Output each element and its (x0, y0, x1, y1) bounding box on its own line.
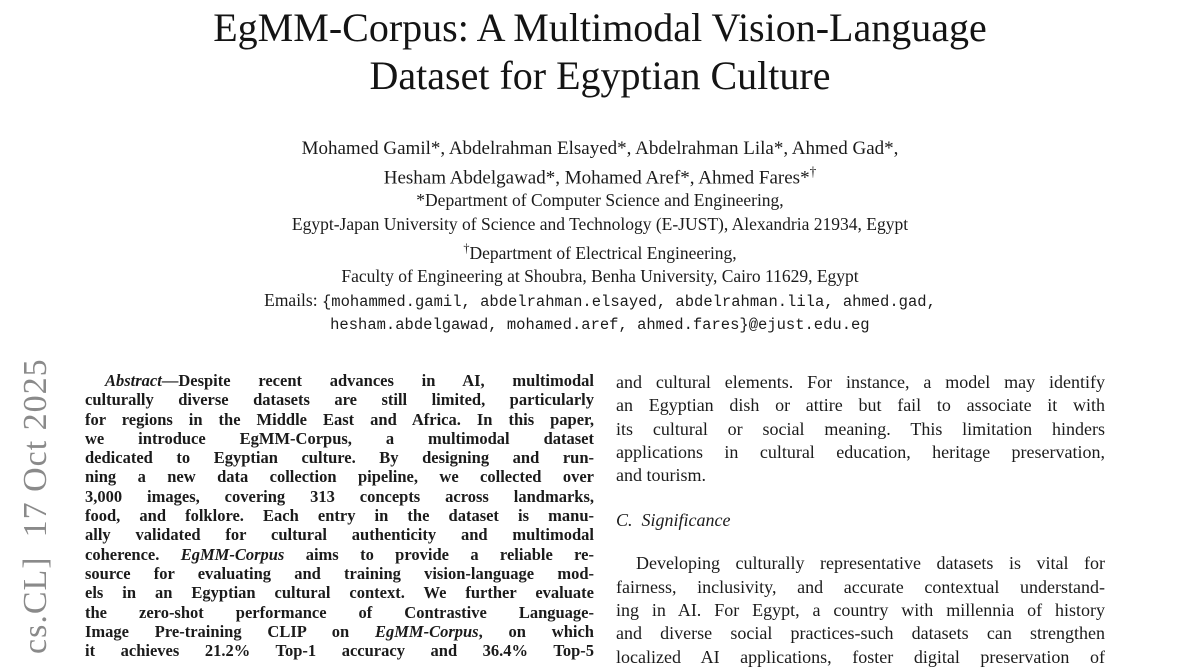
author-list (0, 138, 1200, 189)
text-segment: it achieves 21.2% Top-1 accuracy and 36.4% Top-5 (85, 641, 594, 661)
authors-line-1: Mohamed Gamil*, Abdelrahman Elsayed*, Abdelrahman Lila*, Ahmed Gad*, (301, 138, 899, 159)
emails-line-1 (264, 289, 936, 315)
affiliations (0, 189, 1200, 288)
text-segment: aims to provide a reliable re- (284, 544, 594, 564)
page-title: EgMM-Corpus: A Multimodal Vision-Language (213, 5, 987, 50)
emails-block (0, 289, 1200, 338)
text-segment: els in an Egyptian cultural context. We further evaluate (85, 583, 594, 603)
text-line (85, 487, 594, 506)
text-line (616, 599, 1105, 622)
text-line (616, 646, 1105, 669)
dagger-mark: † (463, 240, 470, 255)
text-line (616, 371, 1105, 394)
text-segment: —Despite recent advances in AI, multimodal (161, 371, 594, 390)
affiliation-line-3 (0, 237, 1200, 265)
body-paragraph-2 (616, 552, 1105, 668)
text-segment: we introduce EgMM-Corpus, a multimodal dataset (85, 428, 594, 448)
text-line (85, 371, 594, 390)
text-segment: applications in cultural education, heritage preservation, (616, 441, 1105, 462)
affiliation-line-4: Faculty of Engineering at Shoubra, Benha University, Cairo 11629, Egypt (341, 265, 859, 286)
text-segment: for regions in the Middle East and Africa. In this paper, (85, 409, 594, 429)
text-segment: Abstract (105, 371, 162, 390)
text-segment: coherence. (85, 544, 181, 564)
text-segment: and cultural elements. For instance, a model may identify (616, 372, 1105, 392)
body-paragraph-1 (616, 371, 1105, 487)
text-line (85, 622, 594, 641)
text-line (616, 418, 1105, 441)
text-segment: an Egyptian dish or attire but fail to associate it with (616, 395, 1105, 416)
text-segment: ing in AI. For Egypt, a country with millennia of history (616, 600, 1105, 621)
text-line (85, 410, 594, 429)
text-line (616, 576, 1105, 599)
text-line (85, 525, 594, 544)
affiliation-line-3-text: Department of Electrical Engineering, (469, 242, 737, 263)
text-segment: the zero-shot performance of Contrastive Language- (85, 602, 594, 622)
text-segment: source for evaluating and training vision-language mod- (85, 563, 594, 583)
section-heading-significance: C. Significance (616, 510, 731, 531)
text-line (85, 390, 594, 409)
text-line (85, 583, 594, 602)
text-segment: 3,000 images, covering 313 concepts across landmarks, (85, 486, 594, 506)
abstract-column (85, 371, 594, 660)
text-line (616, 622, 1105, 645)
paper-header (0, 4, 1200, 338)
emails-addresses-1: {mohammed.gamil, abdelrahman.elsayed, abdelrahman.lila, ahmed.gad, (321, 292, 936, 311)
arxiv-banner: cs.CL] 17 Oct 2025 (17, 358, 54, 654)
text-line (85, 429, 594, 448)
text-segment: its cultural or social meaning. This limitation hinders (616, 418, 1105, 439)
text-segment: ally validated for cultural authenticity and multimodal (85, 525, 594, 545)
text-segment: Image Pre-training CLIP on (85, 621, 375, 641)
text-segment: , on which (478, 621, 594, 641)
text-segment: localized AI applications, foster digital preservation of (616, 646, 1105, 667)
dagger-mark: † (809, 163, 817, 179)
text-segment: EgMM-Corpus (374, 621, 479, 641)
text-line (85, 467, 594, 486)
text-segment: fairness, inclusivity, and accurate contextual understand- (616, 576, 1105, 597)
text-segment: dedicated to Egyptian culture. By designing and run- (85, 448, 594, 468)
emails-inner (264, 289, 936, 338)
text-segment: and tourism. (616, 465, 706, 486)
emails-line-2: hesham.abdelgawad, mohamed.aref, ahmed.fares}@ejust.edu.eg (330, 316, 870, 335)
text-segment: food, and folklore. Each entry in the dataset is manu- (85, 506, 594, 526)
authors-line-2-names: Hesham Abdelgawad*, Mohamed Aref*, Ahmed Fares* (383, 166, 810, 188)
text-line (85, 641, 594, 660)
emails-label: Emails: (264, 289, 322, 310)
text-segment: EgMM-Corpus (180, 544, 285, 564)
text-line (616, 552, 1105, 575)
text-line (616, 464, 1105, 487)
affiliation-line-1: *Department of Computer Science and Engineering, (416, 190, 784, 211)
text-segment: ning a new data collection pipeline, we collected over (85, 467, 594, 487)
text-segment: culturally diverse datasets are still limited, particularly (85, 390, 594, 410)
text-line (616, 441, 1105, 464)
text-line (616, 394, 1105, 417)
text-line (85, 603, 594, 622)
text-line (85, 564, 594, 583)
authors-line-2 (0, 161, 1200, 190)
text-line (85, 448, 594, 467)
text-segment: Developing culturally representative datasets is vital for (636, 553, 1105, 574)
body-column (616, 371, 1105, 669)
page-title-line2: Dataset for Egyptian Culture (369, 53, 831, 98)
text-line (85, 506, 594, 525)
affiliation-line-2: Egypt-Japan University of Science and Technology (E-JUST), Alexandria 21934, Egypt (291, 213, 909, 234)
text-segment: and diverse social practices-such datasets can strengthen (616, 623, 1105, 644)
text-line (85, 545, 594, 564)
